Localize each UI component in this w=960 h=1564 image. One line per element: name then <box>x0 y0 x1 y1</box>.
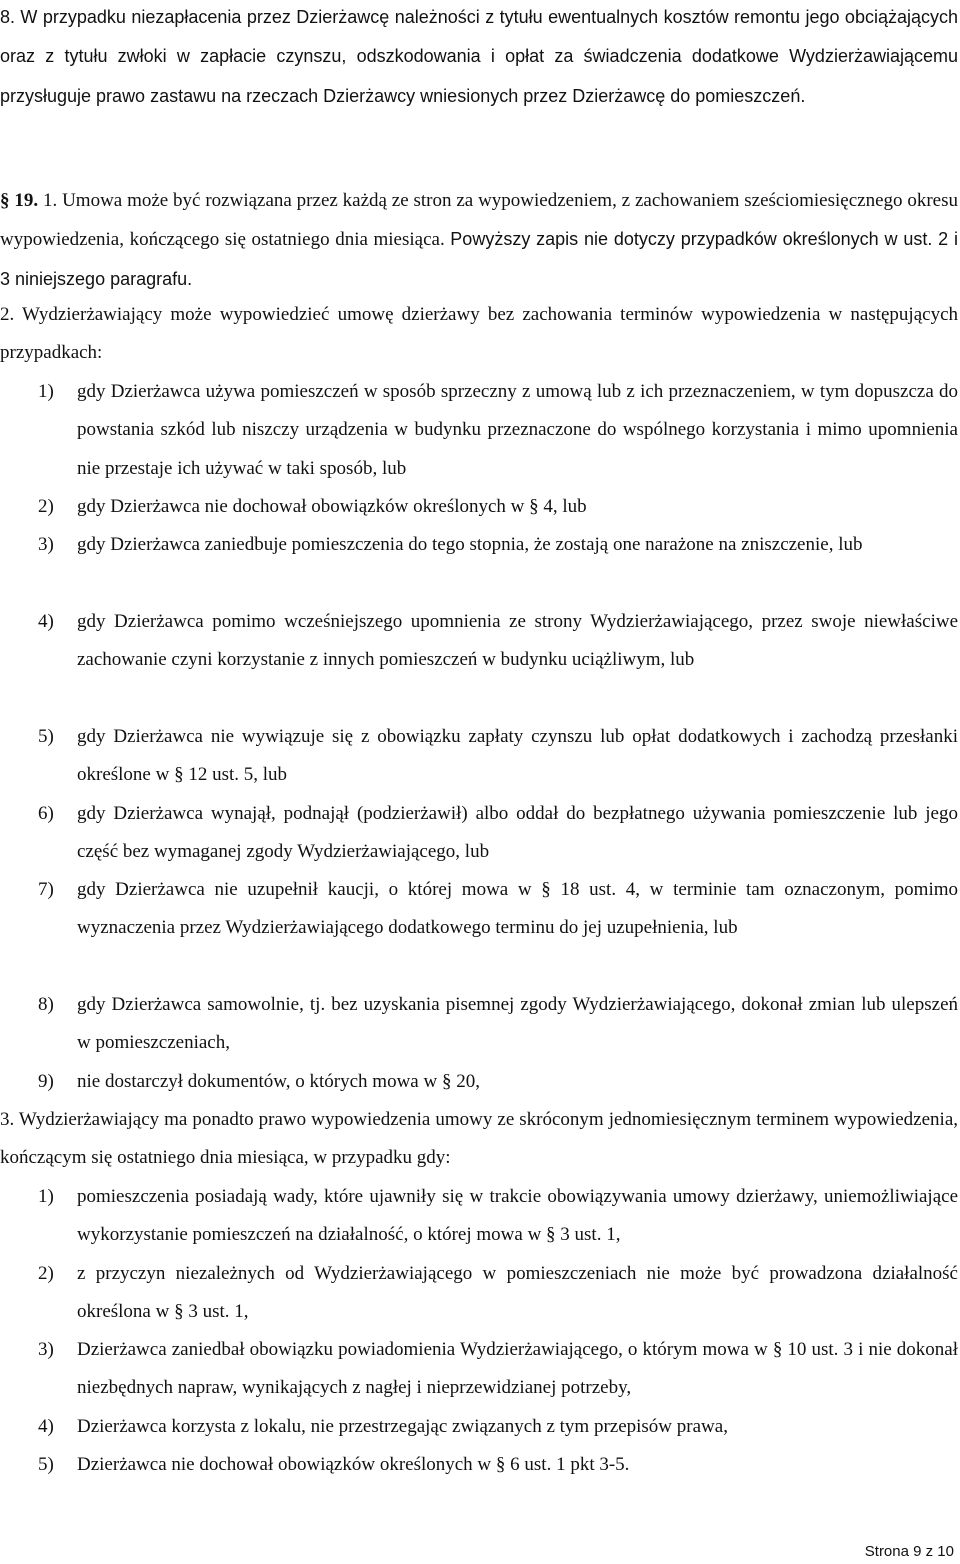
list-item-text: Dzierżawca zaniedbał obowiązku powiadomienia Wydzierżawiającego, o którym mowa w § 10 ust. 3 i nie dokonał niezbędnych napraw, wynikających z nagłej i nieprzewidzianej potrzeby, <box>77 1339 958 1399</box>
section-19-p2-intro-text: 2. Wydzierżawiający może wypowiedzieć umowę dzierżawy bez zachowania terminów wypowiedzenia w następujących przypadkach: <box>0 304 958 364</box>
page-number: Strona 9 z 10 <box>864 1543 954 1560</box>
list-item-number: 3) <box>38 1339 54 1360</box>
section-19-p3-intro-text: 3. Wydzierżawiający ma ponadto prawo wypowiedzenia umowy ze skróconym jednomiesięcznym terminem wypowiedzenia, kończącym się ostatniego dnia miesiąca, w przypadku gdy: <box>0 1109 958 1169</box>
list-item-number: 6) <box>38 803 54 824</box>
list-item-text: gdy Dzierżawca nie wywiązuje się z obowiązku zapłaty czynszu lub opłat dodatkowych i zachodzą przesłanki określone w § 12 ust. 5, lub <box>77 726 958 786</box>
section-19-paragraph-2-intro <box>0 296 958 373</box>
list-item-number: 8) <box>38 994 54 1015</box>
list-item-number: 4) <box>38 1416 54 1437</box>
list-item-text: z przyczyn niezależnych od Wydzierżawiającego w pomieszczeniach nie może być prowadzona działalność określona w § 3 ust. 1, <box>77 1263 958 1323</box>
list-item-number: 2) <box>38 1263 54 1284</box>
list-item-text: gdy Dzierżawca zaniedbuje pomieszczenia do tego stopnia, że zostają one narażone na zniszczenie, lub <box>77 534 863 555</box>
section-19-p1-text: 1. Umowa może być rozwiązana przez każdą ze stron za wypowiedzeniem, z zachowaniem sześciomiesięcznego okresu wypowiedzenia, kończącego się ostatniego dnia miesiąca. <box>0 190 959 251</box>
section-19-p1-note: Powyższy zapis nie dotyczy przypadków określonych w ust. 2 i 3 niniejszego paragrafu. <box>0 229 959 289</box>
list-item-number: 5) <box>38 726 54 747</box>
list-item-number: 7) <box>38 879 54 900</box>
list-item-text: gdy Dzierżawca samowolnie, tj. bez uzyskania pisemnej zgody Wydzierżawiającego, dokonał zmian lub ulepszeń w pomieszczeniach, <box>77 994 958 1054</box>
list-item-text: Dzierżawca korzysta z lokalu, nie przestrzegając związanych z tym przepisów prawa, <box>77 1416 728 1437</box>
list-item-text: gdy Dzierżawca wynajął, podnajął (podzierżawił) albo oddał do bezpłatnego używania pomieszczenie lub jego część bez wymaganej zgody Wydzierżawiającego, lub <box>77 803 958 863</box>
paragraph-8 <box>0 0 958 116</box>
section-19-paragraph-1 <box>0 182 958 299</box>
list-item-text: gdy Dzierżawca nie uzupełnił kaucji, o której mowa w § 18 ust. 4, w terminie tam oznaczonym, pomimo wyznaczenia przez Wydzierżawiającego dodatkowego terminu do jej uzupełnienia, lub <box>77 879 958 939</box>
list-item-number: 3) <box>38 534 54 555</box>
list-item-text: nie dostarczył dokumentów, o których mowa w § 20, <box>77 1071 480 1092</box>
list-item-text: pomieszczenia posiadają wady, które ujawniły się w trakcie obowiązywania umowy dzierżawy, uniemożliwiające wykorzystanie pomieszczeń na działalność, o której mowa w § 3 ust. 1, <box>77 1186 958 1246</box>
list-item-text: gdy Dzierżawca używa pomieszczeń w sposób sprzeczny z umową lub z ich przeznaczeniem, w tym dopuszcza do powstania szkód lub niszczy urządzenia w budynku przeznaczone do wspólnego korzystania i mimo upomnienia nie przestaje ich używać w taki sposób, lub <box>77 381 958 479</box>
list-item-text: Dzierżawca nie dochował obowiązków określonych w § 6 ust. 1 pkt 3-5. <box>77 1454 630 1475</box>
section-19-paragraph-3-intro <box>0 1101 958 1178</box>
list-item-number: 2) <box>38 496 54 517</box>
list-item-text: gdy Dzierżawca nie dochował obowiązków określonych w § 4, lub <box>77 496 587 517</box>
list-item-number: 9) <box>38 1071 54 1092</box>
list-item-number: 4) <box>38 611 54 632</box>
list-item-number: 5) <box>38 1454 54 1475</box>
paragraph-8-text: 8. W przypadku niezapłacenia przez Dzierżawcę należności z tytułu ewentualnych kosztów remontu jego obciążających oraz z tytułu zwłoki w zapłacie czynszu, odszkodowania i opłat za świadczenia dodatkowe Wydzierżawiającemu przysługuje prawo zastawu na rzeczach Dzierżawcy wniesionych przez Dzierżawcę do pomieszczeń. <box>0 7 958 106</box>
list-item-text: gdy Dzierżawca pomimo wcześniejszego upomnienia ze strony Wydzierżawiającego, przez swoje niewłaściwe zachowanie czyni korzystanie z innych pomieszczeń w budynku uciążliwym, lub <box>77 611 958 671</box>
list-item-number: 1) <box>38 381 54 402</box>
section-19-heading: § 19. <box>0 190 39 211</box>
list-item-number: 1) <box>38 1186 54 1207</box>
